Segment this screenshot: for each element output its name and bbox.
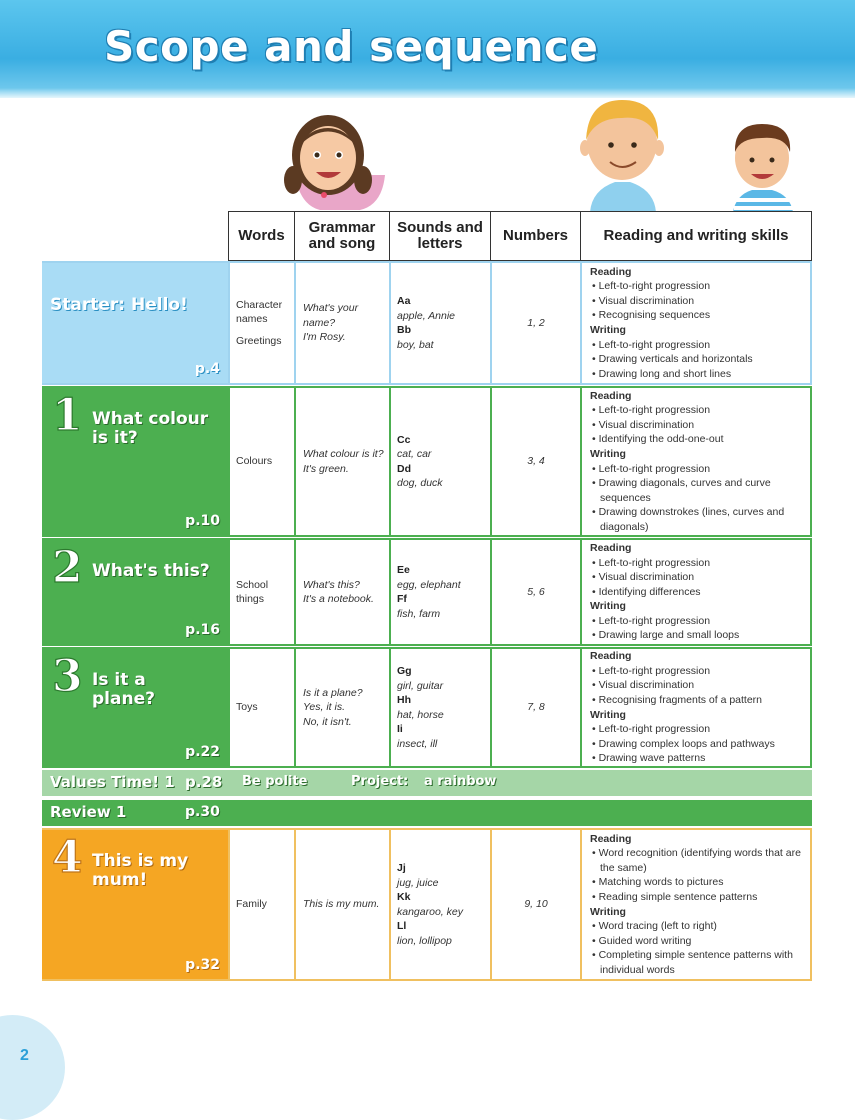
- writing-heading: Writing: [590, 905, 626, 918]
- example-words: jug, juice: [397, 876, 439, 889]
- writing-skill: • Guided word writing: [592, 934, 692, 947]
- unit-cell: [42, 830, 228, 979]
- col-header-grammar: Grammar and song: [294, 211, 390, 261]
- unit-row: [42, 647, 812, 768]
- writing-heading: Writing: [590, 324, 626, 336]
- example-words: lion, lollipop: [397, 934, 452, 947]
- grammar-cell: [294, 649, 389, 766]
- boy-illustration: [580, 100, 664, 212]
- project-label: Project:: [351, 774, 409, 789]
- example-words: fish, farm: [397, 607, 441, 620]
- reading-writing-cell: [580, 388, 812, 535]
- values-time-value: Be polite: [242, 774, 308, 789]
- unit-title: What's this?: [92, 561, 210, 581]
- numbers-cell: 7, 8: [490, 649, 580, 766]
- letter-pair: Ll: [397, 920, 407, 932]
- reading-skill: • Reading simple sentence patterns: [592, 890, 758, 903]
- unit-number: 4: [52, 832, 83, 883]
- unit-title: Is it a plane?: [92, 670, 155, 709]
- grammar-line: What colour is it?: [303, 448, 384, 460]
- numbers-cell: 1, 2: [490, 263, 580, 383]
- word-item: Character names: [236, 298, 283, 326]
- reading-skill: • Left-to-right progression: [592, 664, 711, 677]
- reading-skill: • Recognising fragments of a pattern: [592, 693, 763, 706]
- writing-skill: • Word tracing (left to right): [592, 920, 717, 933]
- writing-skill: • Drawing complex loops and pathways: [592, 737, 775, 750]
- reading-heading: Reading: [590, 541, 632, 554]
- example-words: insect, ill: [397, 737, 438, 750]
- reading-heading: Reading: [590, 650, 632, 663]
- reading-skill: • Left-to-right progression: [592, 556, 711, 569]
- writing-skill: • Completing simple sentence patterns with individual words: [592, 949, 793, 976]
- unit-row: [42, 386, 812, 537]
- unit-cell: [42, 540, 228, 644]
- unit-row: [42, 828, 812, 981]
- words-cell: [228, 263, 294, 383]
- page-title: Scope and sequence: [104, 22, 599, 71]
- word-item: Family: [236, 898, 267, 911]
- grammar-line: No, it isn't.: [303, 715, 352, 728]
- sounds-cell: [389, 649, 490, 766]
- girl-illustration: [284, 115, 385, 210]
- reading-skill: • Visual discrimination: [592, 294, 695, 307]
- numbers-cell: 9, 10: [490, 830, 580, 979]
- grammar-line: Yes, it is.: [303, 701, 346, 714]
- unit-number: 3: [52, 651, 83, 702]
- example-words: apple, Annie: [397, 309, 455, 322]
- unit-cell: [42, 649, 228, 766]
- small-boy-illustration: [733, 124, 794, 212]
- words-cell: [228, 649, 294, 766]
- reading-writing-cell: [580, 540, 812, 644]
- numbers-cell: 5, 6: [490, 540, 580, 644]
- grammar-cell: [294, 388, 389, 535]
- reading-heading: Reading: [590, 389, 632, 402]
- grammar-cell: [294, 540, 389, 644]
- reading-skill: • Visual discrimination: [592, 571, 695, 584]
- writing-skill: • Drawing verticals and horizontals: [592, 353, 753, 366]
- reading-heading: Reading: [590, 832, 632, 845]
- reading-skill: • Recognising sequences: [592, 309, 711, 322]
- values-time-bar: [42, 770, 812, 796]
- children-illustration: [0, 0, 855, 215]
- unit-page: p.4: [194, 361, 220, 377]
- grammar-line: What's this?: [303, 578, 360, 591]
- reading-writing-cell: [580, 263, 812, 383]
- writing-skill: • Drawing long and short lines: [592, 367, 732, 380]
- grammar-cell: [294, 830, 389, 979]
- letter-pair: Gg: [397, 665, 412, 677]
- grammar-cell: [294, 263, 389, 383]
- reading-skill: • Word recognition (identifying words that are the same): [592, 847, 801, 874]
- letter-pair: Jj: [397, 862, 406, 874]
- grammar-line: What's your name?: [303, 302, 359, 329]
- grammar-line: It's a notebook.: [303, 593, 374, 605]
- example-words: kangaroo, key: [397, 905, 463, 918]
- example-words: egg, elephant: [397, 578, 461, 591]
- unit-number: 1: [52, 390, 83, 441]
- unit-title: What colour is it?: [92, 409, 209, 448]
- unit-number: 2: [52, 542, 83, 593]
- review-bar: [42, 800, 812, 826]
- values-time-page: p.28: [185, 773, 223, 791]
- unit-cell: [42, 263, 228, 383]
- reading-skill: • Identifying differences: [592, 585, 701, 598]
- reading-skill: • Matching words to pictures: [592, 876, 724, 889]
- writing-skill: • Drawing diagonals, curves and curve sequences: [592, 477, 771, 504]
- project-value: a rainbow: [424, 774, 497, 789]
- grammar-line: I'm Rosy.: [303, 331, 346, 344]
- example-words: girl, guitar: [397, 679, 444, 692]
- letter-pair: Ff: [397, 593, 407, 605]
- letter-pair: Kk: [397, 891, 411, 903]
- writing-skill: • Drawing downstrokes (lines, curves and diagonals): [592, 506, 785, 533]
- grammar-line: This is my mum.: [303, 898, 380, 911]
- letter-pair: Hh: [397, 694, 411, 706]
- reading-writing-cell: [580, 830, 812, 979]
- writing-heading: Writing: [590, 447, 626, 460]
- col-header-reading-writing: Reading and writing skills: [580, 211, 812, 261]
- reading-skill: • Left-to-right progression: [592, 280, 711, 293]
- word-item: Colours: [236, 455, 273, 468]
- example-words: cat, car: [397, 448, 432, 460]
- col-header-sounds: Sounds and letters: [389, 211, 491, 261]
- unit-row: [42, 261, 812, 385]
- reading-skill: • Visual discrimination: [592, 679, 695, 692]
- reading-heading: Reading: [590, 265, 632, 278]
- word-item: School things: [236, 578, 269, 605]
- example-words: dog, duck: [397, 477, 443, 489]
- words-cell: [228, 540, 294, 644]
- letter-pair: Dd: [397, 462, 411, 475]
- writing-heading: Writing: [590, 708, 626, 721]
- unit-page: p.10: [185, 513, 220, 529]
- writing-heading: Writing: [590, 600, 626, 613]
- values-time-label: Values Time! 1: [50, 773, 175, 791]
- reading-skill: • Identifying the odd-one-out: [592, 433, 724, 446]
- unit-title: This is my mum!: [92, 851, 189, 890]
- reading-skill: • Left-to-right progression: [592, 404, 711, 417]
- unit-row: [42, 538, 812, 646]
- letter-pair: Ee: [397, 564, 410, 576]
- letter-pair: Cc: [397, 433, 411, 446]
- writing-skill: • Left-to-right progression: [592, 614, 711, 627]
- review-label: Review 1: [50, 803, 127, 821]
- sounds-cell: [389, 540, 490, 644]
- unit-cell: [42, 388, 228, 535]
- example-words: boy, bat: [397, 338, 434, 351]
- letter-pair: Ii: [397, 723, 403, 735]
- unit-page: p.16: [185, 622, 220, 638]
- words-cell: [228, 830, 294, 979]
- grammar-line: It's green.: [303, 462, 349, 475]
- example-words: hat, horse: [397, 708, 444, 721]
- writing-skill: • Drawing wave patterns: [592, 752, 706, 765]
- writing-skill: • Drawing large and small loops: [592, 629, 740, 642]
- words-cell: [228, 388, 294, 535]
- unit-title: Starter: Hello!: [50, 295, 188, 315]
- page-number-circle: [0, 1015, 65, 1120]
- unit-page: p.32: [185, 957, 220, 973]
- letter-pair: Bb: [397, 324, 411, 336]
- writing-skill: • Left-to-right progression: [592, 338, 711, 351]
- unit-page: p.22: [185, 744, 220, 760]
- page-number: 2: [20, 1047, 29, 1064]
- writing-skill: • Left-to-right progression: [592, 462, 711, 475]
- grammar-line: Is it a plane?: [303, 686, 363, 699]
- writing-skill: • Left-to-right progression: [592, 723, 711, 736]
- col-header-numbers: Numbers: [490, 211, 581, 261]
- reading-writing-cell: [580, 649, 812, 766]
- word-item: Toys: [236, 701, 258, 714]
- reading-skill: • Visual discrimination: [592, 418, 695, 431]
- sounds-cell: [389, 830, 490, 979]
- numbers-cell: 3, 4: [490, 388, 580, 535]
- letter-pair: Aa: [397, 295, 411, 307]
- word-item: Greetings: [236, 334, 282, 347]
- sounds-cell: [389, 263, 490, 383]
- col-header-words: Words: [228, 211, 295, 261]
- review-page: p.30: [185, 804, 220, 820]
- sounds-cell: [389, 388, 490, 535]
